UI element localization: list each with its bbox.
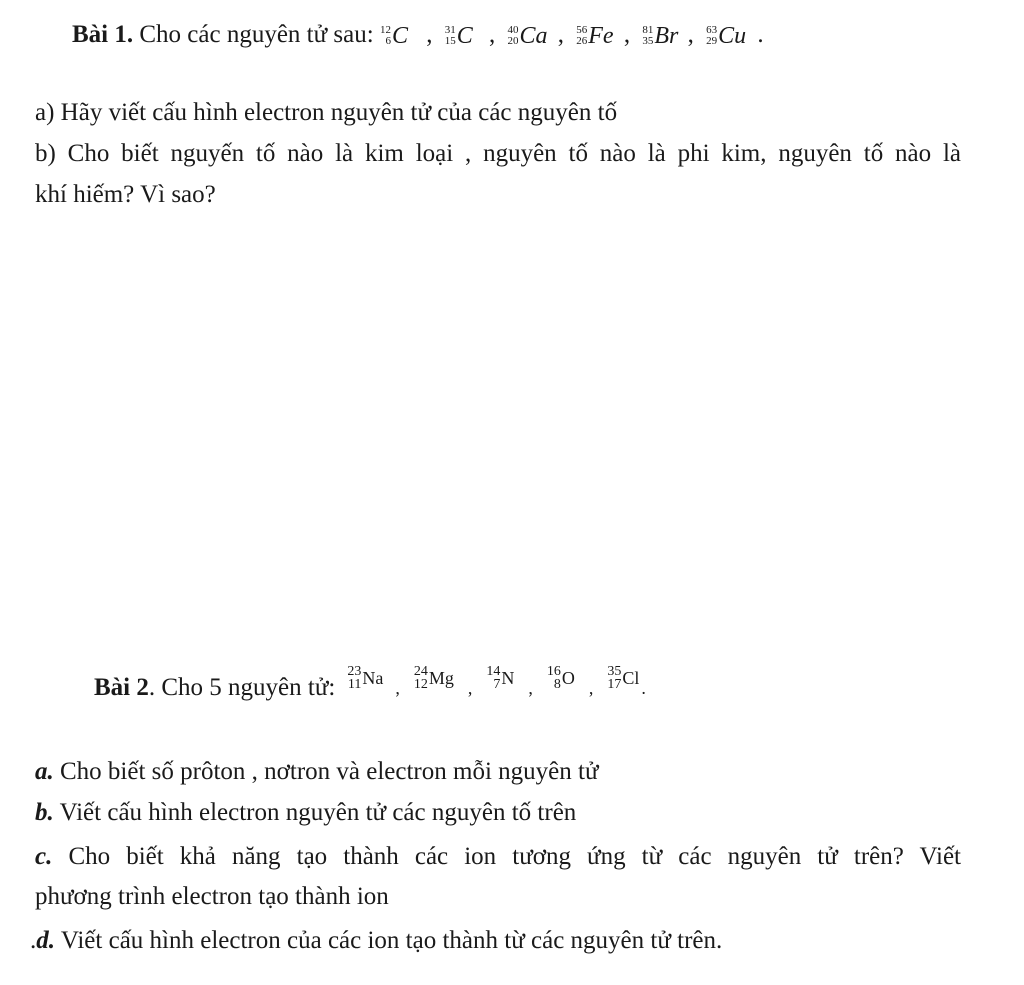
atomic-number: 11 <box>347 677 362 692</box>
mass-number: 16 <box>546 664 561 679</box>
bai2-question-c-line2: phương trình electron tạo thành ion <box>35 883 389 910</box>
question-text: Viết cấu hình electron nguyên tử các nguyên tố trên <box>59 799 577 826</box>
nuclide <box>445 21 473 51</box>
atomic-number: 26 <box>576 35 588 48</box>
question-text: Cho biết khả năng tạo thành các ion tương ứng từ các nguyên tử trên? Viết <box>68 843 962 870</box>
nuclide <box>547 663 575 693</box>
mass-number: 56 <box>576 24 588 37</box>
atomic-number: 20 <box>507 35 519 48</box>
nuclide <box>486 663 514 693</box>
bai1-heading: Bài 1. <box>72 21 134 48</box>
mass-number: 63 <box>706 24 718 37</box>
question-label: c. <box>35 843 53 870</box>
nuclide <box>507 21 547 51</box>
question-label: d. <box>36 927 55 954</box>
element-symbol: Br <box>654 23 679 50</box>
bai1-question-b-line1: b) Cho biết nguyến tố nào là kim loại , nguyên tố nào là phi kim, nguyên tố nào là <box>35 140 961 167</box>
nuclide <box>414 663 454 693</box>
mass-number: 81 <box>642 24 654 37</box>
nuclide <box>642 21 678 51</box>
bai1-intro: Cho các nguyên tử sau: <box>139 21 374 48</box>
bai2-heading: Bài 2 <box>94 674 149 701</box>
element-symbol: C <box>456 23 473 50</box>
atomic-number: 7 <box>493 677 501 692</box>
bai2-question-a <box>35 757 599 787</box>
mass-number: 12 <box>379 24 391 37</box>
element-symbol: Fe <box>588 23 614 50</box>
mass-number: 40 <box>507 24 519 37</box>
bai1-heading-line <box>72 20 764 51</box>
separator: , <box>623 21 631 48</box>
mass-number: 23 <box>347 664 362 679</box>
separator: , <box>588 678 594 698</box>
separator: , <box>528 678 533 698</box>
bai1-question-a: a) Hãy viết cấu hình electron nguyên tử của các nguyên tố <box>35 99 618 126</box>
bai2-heading-line <box>94 664 646 703</box>
separator: , <box>557 21 564 48</box>
atomic-number: 29 <box>706 35 718 48</box>
element-symbol: Cl <box>622 668 640 688</box>
bai2-question-c-line1 <box>35 842 961 872</box>
bai2-intro: . Cho 5 nguyên tử: <box>148 674 336 701</box>
question-label: b. <box>35 799 54 826</box>
nuclide <box>607 663 639 693</box>
element-symbol: Mg <box>428 668 454 688</box>
question-label: a. <box>35 758 54 785</box>
separator: , <box>687 21 694 48</box>
separator: , <box>426 21 433 48</box>
bai1-nuclide-list <box>380 21 764 48</box>
atomic-number: 8 <box>553 677 561 692</box>
element-symbol: N <box>501 668 515 688</box>
mass-number: 35 <box>607 664 622 679</box>
nuclide <box>706 21 746 51</box>
element-symbol: O <box>561 668 575 688</box>
element-symbol: Na <box>362 668 384 688</box>
atomic-number: 6 <box>385 35 391 48</box>
mass-number: 24 <box>413 664 428 679</box>
end-period: . <box>641 678 646 698</box>
element-symbol: Ca <box>519 23 548 50</box>
element-symbol: Cu <box>718 23 747 50</box>
atomic-number: 12 <box>413 677 428 692</box>
nuclide <box>347 663 383 693</box>
bai2-question-d <box>30 926 722 956</box>
element-symbol: C <box>391 23 408 50</box>
question-text: Viết cấu hình electron của các ion tạo thành từ các nguyên tử trên. <box>60 927 723 954</box>
question-text: Cho biết số prôton , nơtron và electron mỗi nguyên tử <box>60 758 599 785</box>
bai1-question-b-line2: khí hiếm? Vì sao? <box>35 181 216 208</box>
nuclide <box>576 21 613 51</box>
atomic-number: 35 <box>642 35 654 48</box>
bai2-question-b <box>35 798 576 828</box>
question-prefix: . <box>30 927 37 954</box>
mass-number: 14 <box>486 664 501 679</box>
end-period: . <box>757 21 764 48</box>
separator: , <box>467 678 473 698</box>
mass-number: 31 <box>444 24 456 37</box>
nuclide <box>380 21 408 51</box>
separator: , <box>395 678 400 698</box>
separator: , <box>488 21 496 48</box>
atomic-number: 17 <box>607 677 622 692</box>
atomic-number: 15 <box>444 35 456 48</box>
